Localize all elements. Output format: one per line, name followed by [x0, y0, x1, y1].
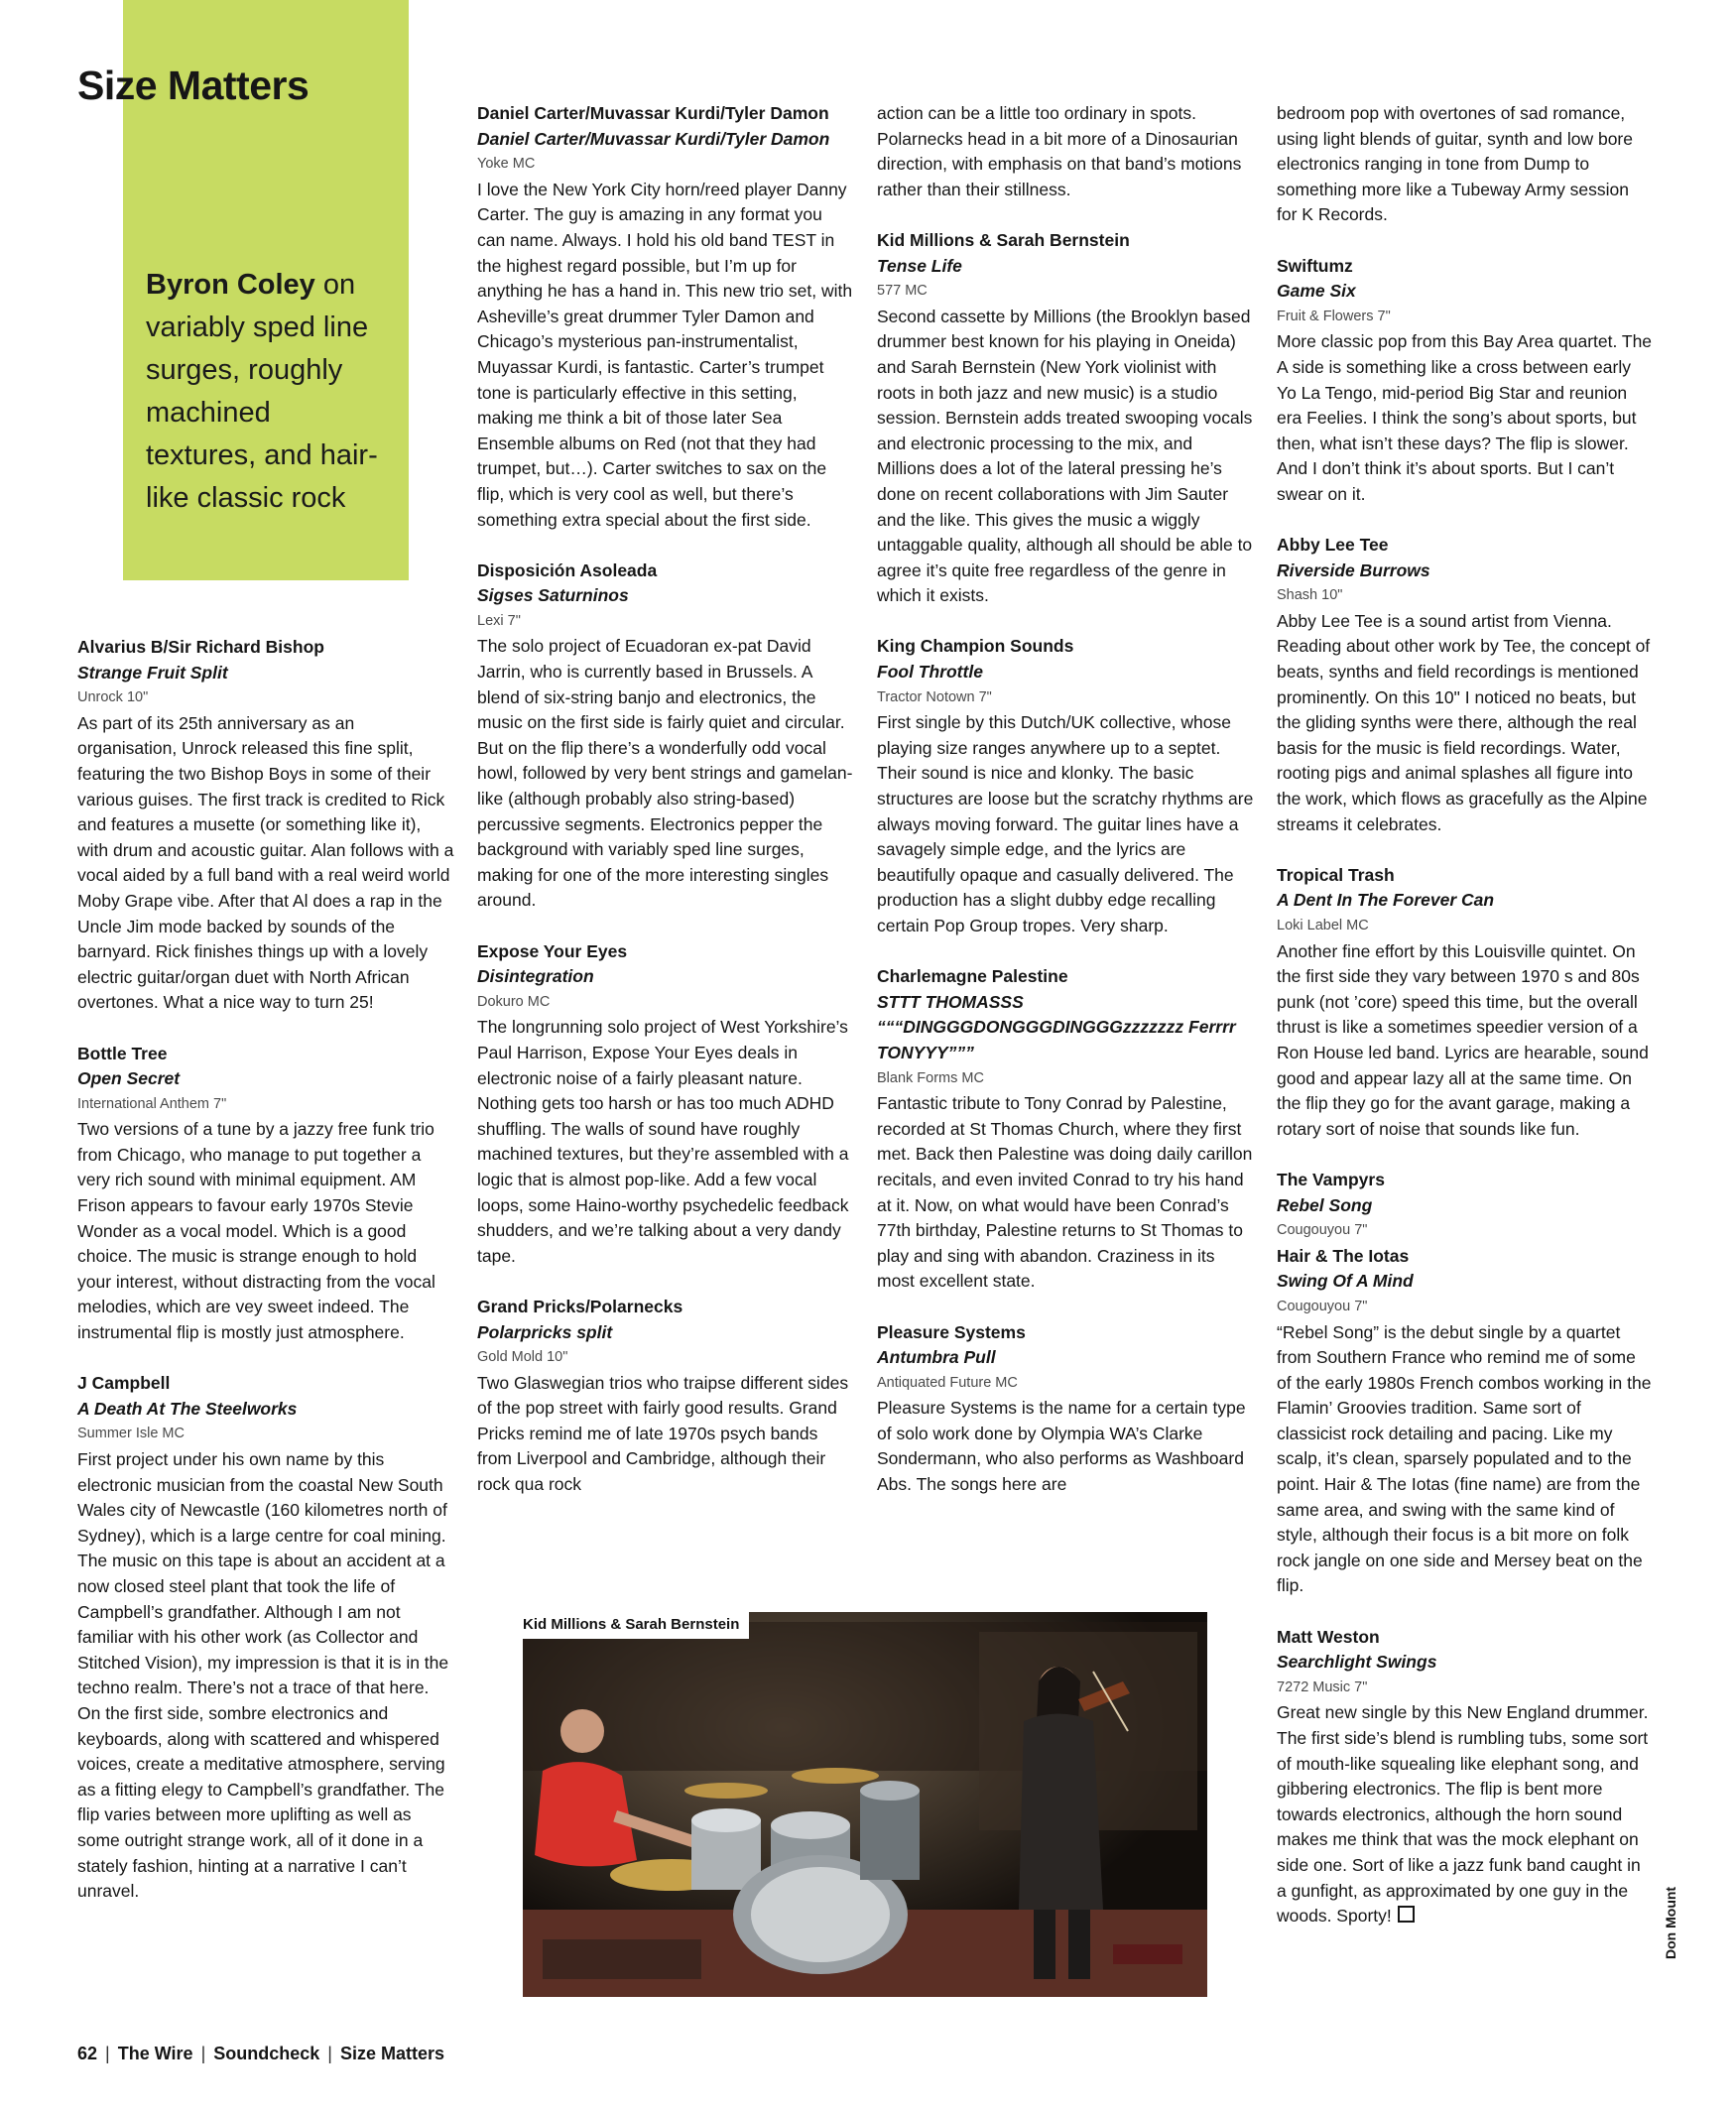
page-footer	[77, 2044, 444, 2064]
review-release: Fool Throttle	[877, 662, 983, 683]
end-mark-icon	[1398, 1906, 1415, 1923]
review-label: Blank Forms MC	[877, 1069, 984, 1086]
review-entry	[477, 1295, 854, 1498]
review-entry	[877, 634, 1254, 938]
review-entry	[1277, 254, 1654, 508]
review-release: Rebel Song	[1277, 1194, 1373, 1215]
review-release: Disintegration	[477, 966, 594, 987]
review-label: Yoke MC	[477, 156, 536, 173]
review-body: Second cassette by Millions (the Brooklyn based drummer best known for his playing in Oneida) and Sarah Bernstein (New York violinist with roots in both jazz and new music) is a studio session. Bernstein adds treated swooping vocals and electronic processing to the mix, and Millions does a lot of the lateral pressing he’s done on recent collaborations with Jim Sauter and the like. This gives the music a wiggly untaggable quality, although all should be able to agree it’s quite free regardless of the genre in which it exists.	[877, 306, 1253, 606]
review-artist: Expose Your Eyes	[477, 940, 628, 961]
review-body: As part of its 25th anniversary as an organisation, Unrock released this fine split, featuring the two Bishop Boys in some of their various guises. The first track is credited to Rick and features a musette (or something like it), with drum and acoustic guitar. Alan follows with a vocal aided by a full band with a real weird world Moby Grape vibe. After that Al does a rap in the Uncle Jim mode backed by sounds of the barnyard. Rick finishes things up with a lovely electric guitar/organ duet with North African overtones. What a nice way to turn 25!	[77, 712, 454, 1013]
review-body: Great new single by this New England drummer. The first side’s blend is rumbling tubs, some sort of mouth-like squealing like elephant song, and gibbering electronics. The flip is bent more towards electronics, although the horn sound makes me think that was the mock elephant on side one. Sort of like a jazz funk band caught in a gunfight, as approximated by one guy in the woods. Sporty!	[1277, 1702, 1649, 1927]
review-release: Riverside Burrows	[1277, 559, 1430, 580]
review-entry	[1277, 533, 1654, 837]
review-entry	[1277, 1244, 1654, 1599]
review-entry	[1277, 1168, 1654, 1244]
review-label: Gold Mold 10"	[477, 1349, 568, 1366]
review-body: Fantastic tribute to Tony Conrad by Palestine, recorded at St Thomas Church, where they first met. Back then Palestine was doing daily carillon recitals, and even invited Conrad to try his hand at it. Now, on what would have been Conrad’s 77th birthday, Palestine returns to St Thomas to play and sing with abandon. Craziness in its most excellent state.	[877, 1093, 1253, 1292]
review-body: The solo project of Ecuadoran ex-pat David Jarrin, who is currently based in Brussels. A blend of six-string banjo and electronics, the music on the first side is fairly quiet and circular. But on the flip there’s a wonderfully odd vocal howl, followed by very bent strings and gamelan-like (although probably also string-based) percussive segments. Electronics pepper the background with variably sped line surges, making for one of the more interesting singles around.	[477, 636, 853, 911]
review-label: Dokuro MC	[477, 993, 551, 1010]
photo-kid-millions-sarah-bernstein	[523, 1612, 1207, 1997]
continued-text: action can be a little too ordinary in spots. Polarnecks head in a bit more of a Dinosaurian direction, with emphasis on that band’s motions rather than their stillness.	[877, 103, 1242, 199]
review-label: Summer Isle MC	[77, 1426, 185, 1442]
column-1	[77, 635, 454, 1929]
review-entry	[477, 101, 854, 533]
review-body: The longrunning solo project of West Yorkshire’s Paul Harrison, Expose Your Eyes deals in electronic noise of a fairly pleasant nature. Nothing gets too harsh or has too much ADHD shuffling. The walls of sound have roughly machined textures, but they’re assembled with a logic that is almost pop-like. Add a few vocal loops, some Haino-worthy psychedelic feedback shudders, and we’re talking about a very dandy tape.	[477, 1017, 849, 1266]
review-artist: Kid Millions & Sarah Bernstein	[877, 229, 1130, 250]
review-body: First project under his own name by this electronic musician from the coastal New South Wales city of Newcastle (160 kilometres north of Sydney), which is a large centre for coal mining. The music on this tape is about an accident at a now closed steel plant that took the life of Campbell’s grandfather. Although I am not familiar with his other work (as Collector and Stitched Vision), my impression is that it is in the techno realm. There’s not a trace of that here. On the first side, sombre electronics and keyboards, along with scattered and whispered voices, create a meditative atmosphere, serving as a fitting elegy to Campbell’s grandfather. The flip varies between more uplifting as well as some outright strange work, all of it done in a stately fashion, hinting at a narrative I can’t unravel.	[77, 1449, 449, 1902]
footer-separator: |	[327, 2044, 332, 2063]
review-artist: Charlemagne Palestine	[877, 966, 1068, 987]
review-artist: Matt Weston	[1277, 1626, 1380, 1647]
review-release: Open Secret	[77, 1068, 181, 1089]
review-release: Polarpricks split	[477, 1321, 613, 1342]
review-entry	[1277, 863, 1654, 1143]
review-label: Shash 10"	[1277, 587, 1343, 604]
page-number: 62	[77, 2044, 98, 2063]
review-release: STTT THOMASSS “““DINGGGDONGGGDINGGGzzzzzzz Ferrrr TONYYY”””	[877, 991, 1236, 1062]
review-entry	[477, 939, 854, 1270]
review-artist: Pleasure Systems	[877, 1321, 1026, 1342]
review-entry	[877, 228, 1254, 609]
review-release: Antumbra Pull	[877, 1347, 996, 1368]
review-artist: The Vampyrs	[1277, 1169, 1385, 1189]
performance-photo	[523, 1612, 1207, 1997]
review-release: Searchlight Swings	[1277, 1652, 1437, 1673]
review-label: 577 MC	[877, 283, 928, 300]
column-4	[1277, 101, 1654, 1954]
column-2	[477, 101, 854, 1523]
review-release: A Death At The Steelworks	[77, 1398, 298, 1419]
review-release: Tense Life	[877, 255, 962, 276]
review-artist: Bottle Tree	[77, 1043, 168, 1063]
review-label: Tractor Notown 7"	[877, 688, 992, 705]
footer-separator: |	[105, 2044, 110, 2063]
review-body: Abby Lee Tee is a sound artist from Vienna. Reading about other work by Tee, the concept of beats, synths and field recordings is mentioned prominently. On this 10" I noticed no beats, but the gliding synths were there, although the real basis for the music is field recordings. Water, rooting pigs and animal splashes all figure into the work, which flows as gracefully as the Alpine streams it celebrates.	[1277, 610, 1651, 834]
review-release: A Dent In The Forever Can	[1277, 890, 1495, 911]
review-artist: Hair & The Iotas	[1277, 1245, 1410, 1266]
review-body: I love the New York City horn/reed player Danny Carter. The guy is amazing in any format you can name. Always. I hold his old band TEST in the highest regard possible, but I’m up for anything he has a hand in. This new trio set, with Asheville’s great drummer Tyler Damon and Chicago’s mysterious pan-instrumentalist, Muyassar Kurdi, is fantastic. Carter’s trumpet tone is particularly effective in this setting, making me think a bit of those later Sea Ensemble albums on Red (not that they had trumpet, but…). Carter switches to sax on the flip, which is very cool as well, but there’s something extra special about the first side.	[477, 179, 853, 530]
review-body: First single by this Dutch/UK collective, whose playing size ranges anywhere up to a septet. Their sound is nice and klonky. The basic structures are loose but the scratchy rhythms are always moving forward. The guitar lines have a savagely simple edge, and the lyrics are beautifully opaque and casually delivered. The production has a slight dubby edge recalling certain Pop Group tropes. Very sharp.	[877, 712, 1254, 935]
review-artist: Abby Lee Tee	[1277, 535, 1389, 556]
review-entry	[77, 635, 454, 1016]
review-body: “Rebel Song” is the debut single by a quartet from Southern France who remind me of some of the early 1980s French combos working in the Flamin’ Groovies tradition. Same sort of classicist rock detailing and pacing. Like my scalp, it’s clean, sparsely populated and to the point. Hair & The Iotas (fine name) are from the same area, and swing with the same kind of style, although their focus is a bit more on folk rock jangle on one side and Mersey beat on the flip.	[1277, 1321, 1652, 1596]
review-label: Loki Label MC	[1277, 918, 1369, 933]
review-artist: King Champion Sounds	[877, 636, 1074, 657]
review-entry	[877, 964, 1254, 1295]
review-body: Two versions of a tune by a jazzy free funk trio from Chicago, who manage to put together a very rich sound with minimal equipment. AM Frison appears to favour early 1970s Stevie Wonder as a vocal model. Which is a good choice. The music is strange enough to hold your interest, without distracting from the vocal melodies, which are vey sweet indeed. The instrumental flip is mostly just atmosphere.	[77, 1119, 435, 1343]
review-entry	[477, 559, 854, 914]
review-entry	[77, 1042, 454, 1346]
photo-caption: Kid Millions & Sarah Bernstein	[523, 1612, 749, 1639]
page-title: Size Matters	[77, 62, 310, 108]
magazine-name: The Wire	[117, 2044, 193, 2063]
section-name: Soundcheck	[213, 2044, 320, 2063]
review-artist: Swiftumz	[1277, 255, 1353, 276]
review-artist: Daniel Carter/Muvassar Kurdi/Tyler Damon	[477, 103, 829, 123]
review-artist: Tropical Trash	[1277, 864, 1395, 885]
review-release: Swing Of A Mind	[1277, 1271, 1414, 1292]
review-artist: Grand Pricks/Polarnecks	[477, 1296, 683, 1316]
review-release: Daniel Carter/Muvassar Kurdi/Tyler Damon	[477, 128, 830, 149]
review-label: Lexi 7"	[477, 612, 521, 629]
review-label: Unrock 10"	[77, 689, 149, 706]
review-label: 7272 Music 7"	[1277, 1678, 1368, 1695]
review-artist: Alvarius B/Sir Richard Bishop	[77, 637, 324, 657]
review-body: Pleasure Systems is the name for a certain type of solo work done by Olympia WA’s Clarke Sondermann, who also performs as Washboard Abs. The songs here are	[877, 1398, 1246, 1495]
review-body: More classic pop from this Bay Area quartet. The A side is something like a cross between early Yo La Tengo, mid-period Big Star and reunion era Feelies. I think the song’s about sports, but then, what isn’t these days? The flip is slower. And I don’t think it’s about sports. But I can’t swear on it.	[1277, 331, 1653, 504]
review-body: Two Glaswegian trios who traipse different sides of the pop street with fairly good results. Grand Pricks remind me of late 1970s psych bands from Liverpool and Cambridge, although their rock qua rock	[477, 1372, 849, 1495]
column-3	[877, 101, 1254, 1523]
review-entry	[877, 1320, 1254, 1498]
standfirst-text: on variably sped line surges, roughly machined textures, and hair-like classic rock	[146, 269, 378, 514]
review-artist: J Campbell	[77, 1373, 171, 1394]
review-release: Game Six	[1277, 281, 1356, 302]
review-label: Cougouyou 7"	[1277, 1298, 1368, 1314]
review-release: Sigses Saturninos	[477, 585, 629, 606]
review-label: Antiquated Future MC	[877, 1374, 1018, 1391]
standfirst-author: Byron Coley	[146, 269, 315, 301]
photo-credit: Don Mount	[1663, 1886, 1678, 1959]
review-label: International Anthem 7"	[77, 1095, 227, 1112]
review-body: Another fine effort by this Louisville quintet. On the first side they vary between 1970 s and 80s punk (not ’core) speed this time, but the overall thrust is like a sometimes speedier version of a Ron House led band. Lyrics are hearable, sound good and appear lazy all at the same time. On the flip they go for the avant garage, making a rotary sort of noise that sounds like fun.	[1277, 940, 1649, 1139]
review-entry	[77, 1371, 454, 1904]
review-release: Strange Fruit Split	[77, 662, 228, 683]
review-artist: Disposición Asoleada	[477, 559, 658, 580]
review-label: Fruit & Flowers 7"	[1277, 308, 1391, 324]
review-label: Cougouyou 7"	[1277, 1222, 1368, 1239]
column-name: Size Matters	[339, 2044, 445, 2063]
review-entry	[1277, 1625, 1654, 1929]
standfirst	[146, 264, 384, 520]
continued-text: bedroom pop with overtones of sad romance, using light blends of guitar, synth and low bore electronics ranging in tone from Dump to something more like a Tubeway Army session for K Records.	[1277, 103, 1633, 225]
footer-separator: |	[200, 2044, 206, 2063]
